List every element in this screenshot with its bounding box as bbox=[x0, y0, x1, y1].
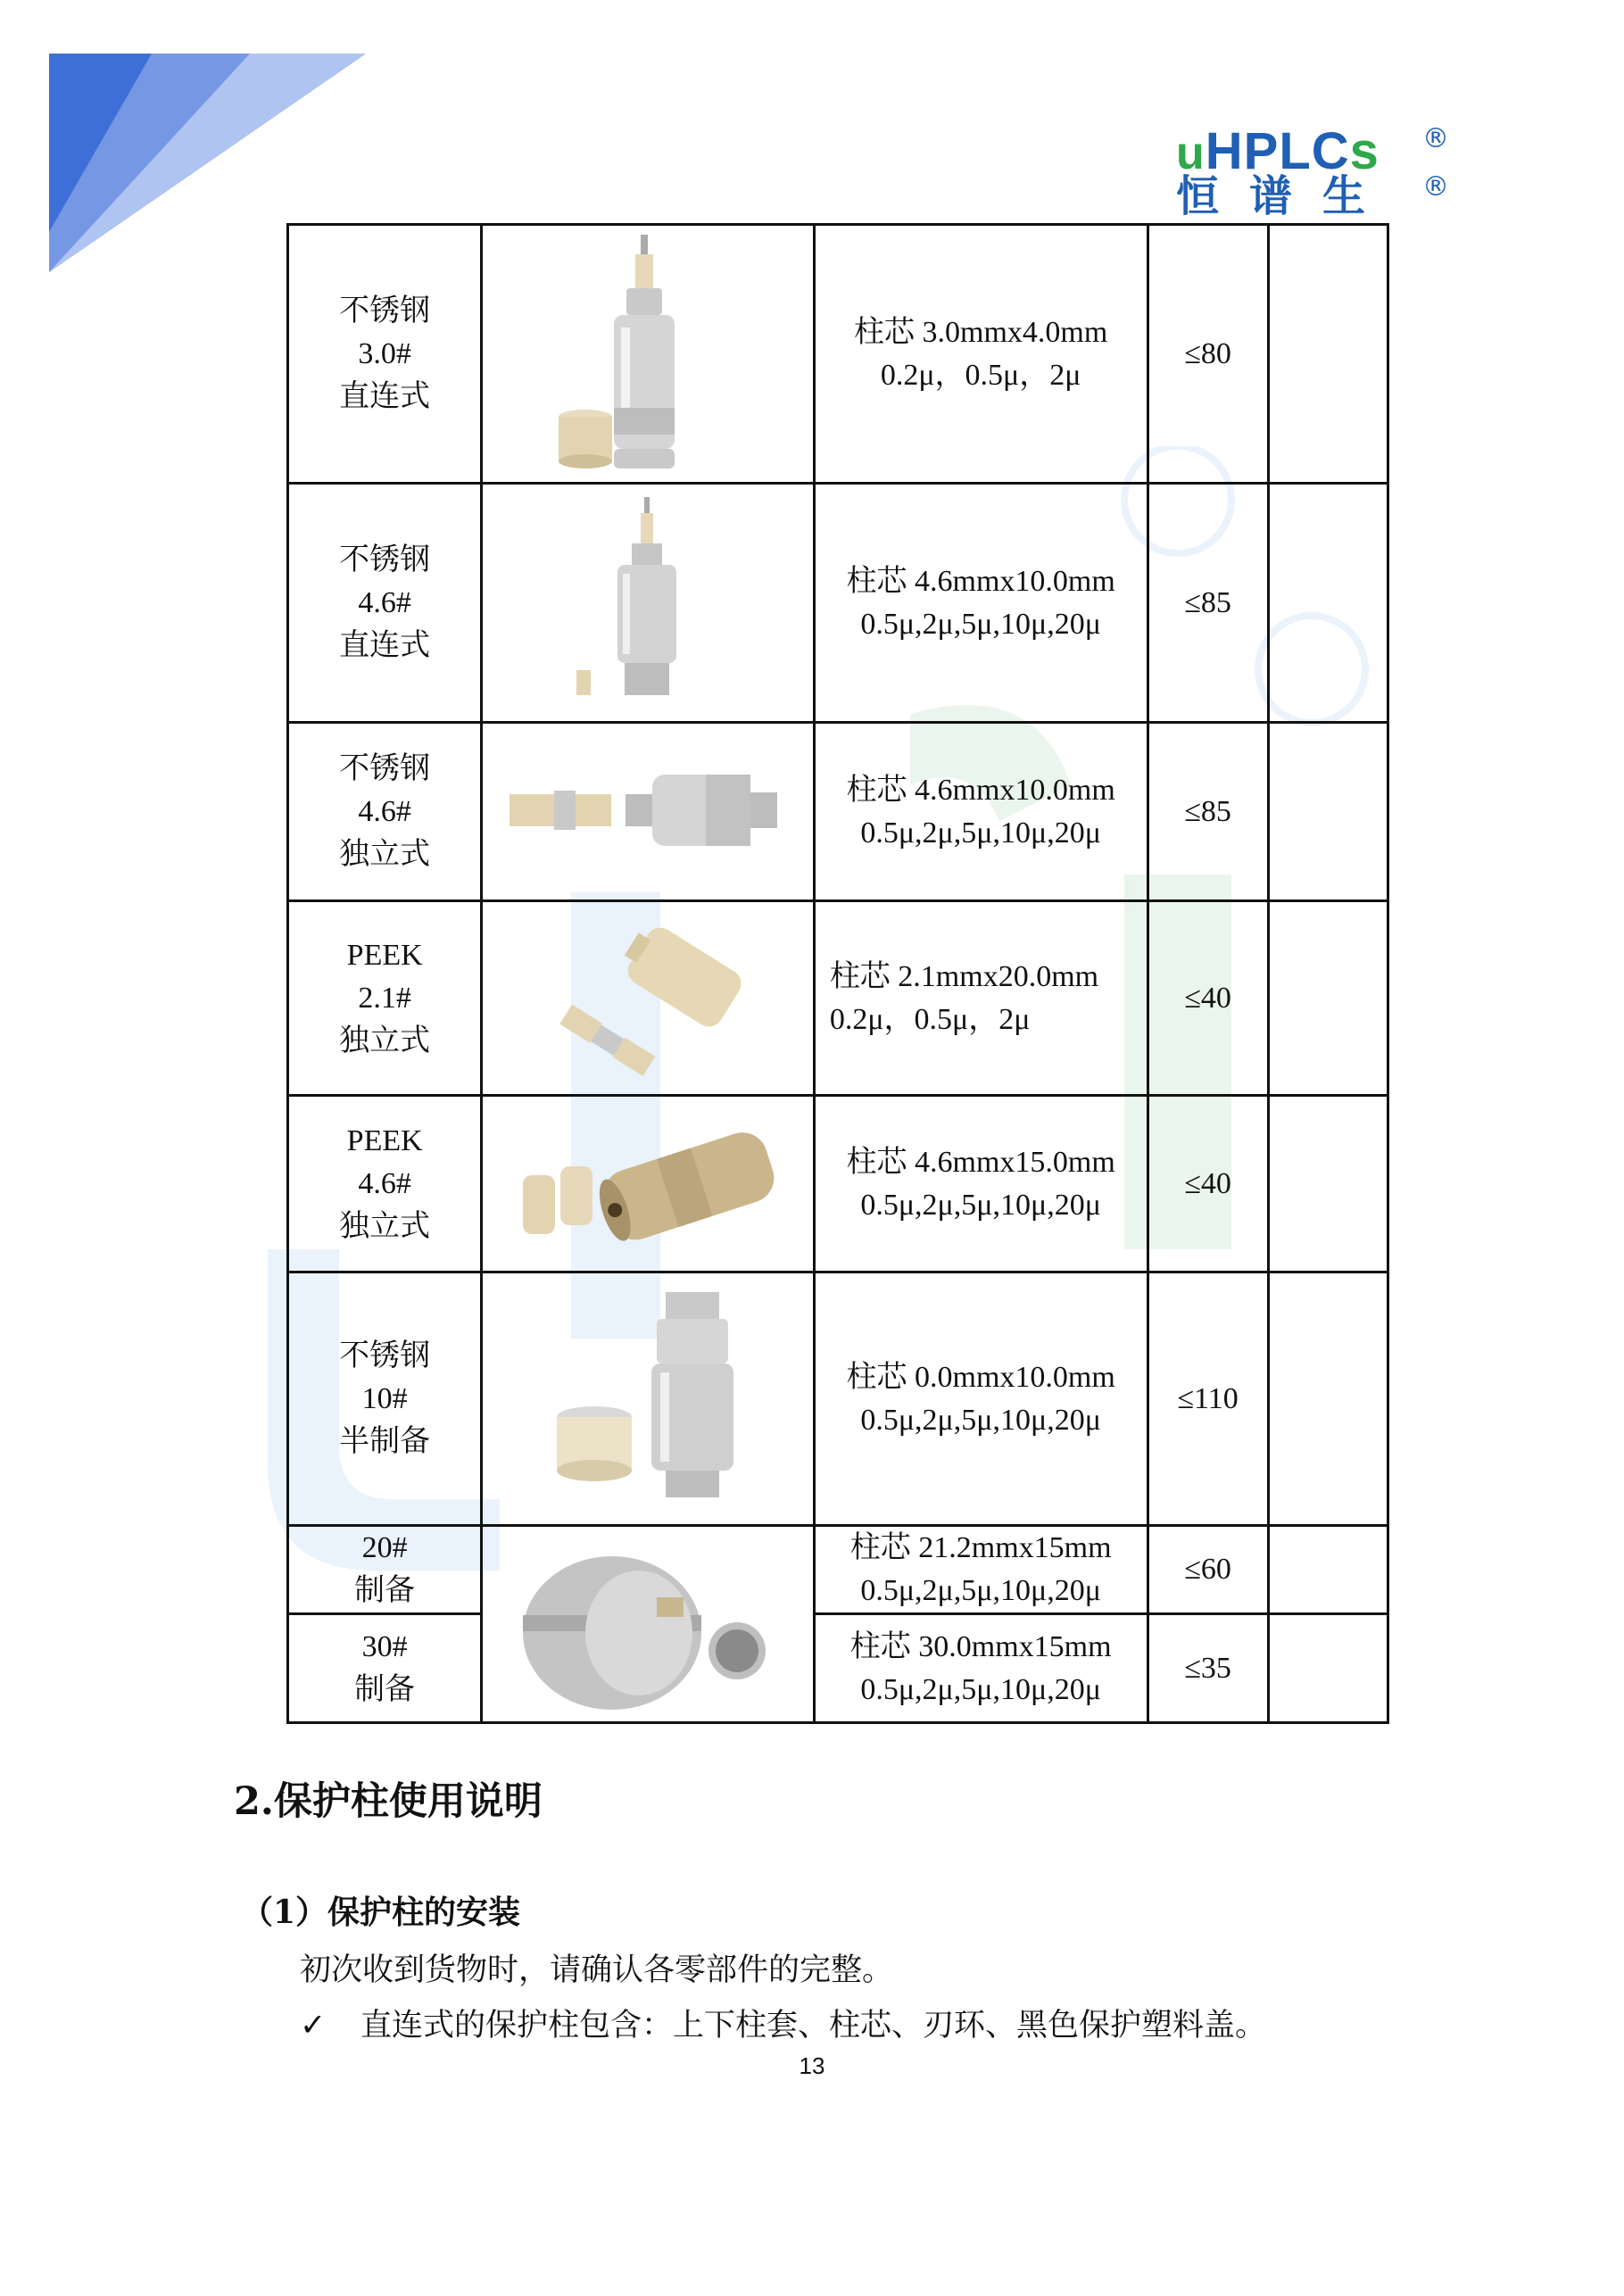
empty-cell bbox=[1268, 1526, 1388, 1614]
spec-cell: 柱芯 4.6mmx10.0mm 0.5μ,2μ,5μ,10μ,20μ bbox=[814, 723, 1148, 901]
empty-cell bbox=[1268, 1096, 1388, 1272]
table-row bbox=[288, 1526, 1388, 1614]
empty-cell bbox=[1268, 1614, 1388, 1723]
table-row bbox=[288, 225, 1388, 484]
spec-cell: 柱芯 4.6mmx15.0mm 0.5μ,2μ,5μ,10μ,20μ bbox=[814, 1096, 1148, 1272]
model-cell: 20# 制备 bbox=[288, 1526, 482, 1614]
guard-column-spec-table bbox=[286, 223, 1389, 1724]
registered-mark: ® bbox=[1422, 123, 1449, 154]
empty-cell bbox=[1268, 225, 1388, 484]
spec-cell: 柱芯 2.1mmx20.0mm 0.2μ，0.5μ，2μ bbox=[814, 901, 1148, 1096]
brand-logo bbox=[1176, 123, 1471, 223]
table-row bbox=[288, 1096, 1388, 1272]
product-image bbox=[482, 225, 814, 484]
model-cell: PEEK 2.1# 独立式 bbox=[288, 901, 482, 1096]
brand-logo-cn: 恒谱生 bbox=[1176, 171, 1396, 221]
spec-cell: 柱芯 4.6mmx10.0mm 0.5μ,2μ,5μ,10μ,20μ bbox=[814, 484, 1148, 723]
model-cell: PEEK 4.6# 独立式 bbox=[288, 1096, 482, 1272]
product-image bbox=[482, 723, 814, 901]
empty-cell bbox=[1268, 484, 1388, 723]
model-cell: 不锈钢 4.6# 直连式 bbox=[288, 484, 482, 723]
registered-mark: ® bbox=[1422, 171, 1449, 203]
pressure-cell: ≤110 bbox=[1148, 1272, 1268, 1526]
brand-logo-text: uHPLCs bbox=[1176, 122, 1380, 180]
product-image bbox=[482, 484, 814, 723]
table-row bbox=[288, 1614, 1388, 1723]
table-row bbox=[288, 1272, 1388, 1526]
empty-cell bbox=[1268, 901, 1388, 1096]
list-item-text: 直连式的保护柱包含：上下柱套、柱芯、刃环、黑色保护塑料盖。 bbox=[360, 2008, 1267, 2043]
model-cell: 30# 制备 bbox=[288, 1614, 482, 1723]
body-paragraph: 初次收到货物时，请确认各零部件的完整。 bbox=[300, 1952, 894, 1988]
product-image bbox=[482, 1526, 814, 1723]
model-cell: 不锈钢 10# 半制备 bbox=[288, 1272, 482, 1526]
pressure-cell: ≤80 bbox=[1148, 225, 1268, 484]
spec-cell: 柱芯 0.0mmx10.0mm 0.5μ,2μ,5μ,10μ,20μ bbox=[814, 1272, 1148, 1526]
check-icon: ✓ bbox=[300, 2008, 327, 2043]
pressure-cell: ≤40 bbox=[1148, 1096, 1268, 1272]
product-image bbox=[482, 901, 814, 1096]
spec-cell: 柱芯 30.0mmx15mm 0.5μ,2μ,5μ,10μ,20μ bbox=[814, 1614, 1148, 1723]
pressure-cell: ≤40 bbox=[1148, 901, 1268, 1096]
product-image bbox=[482, 1096, 814, 1272]
pressure-cell: ≤35 bbox=[1148, 1614, 1268, 1723]
table-row bbox=[288, 723, 1388, 901]
list-item bbox=[300, 2001, 1266, 2045]
page-number: 13 bbox=[799, 2052, 825, 2079]
subsection-heading: （1）保护柱的安装 bbox=[241, 1894, 521, 1931]
product-image bbox=[482, 1272, 814, 1526]
empty-cell bbox=[1268, 1272, 1388, 1526]
spec-cell: 柱芯 21.2mmx15mm 0.5μ,2μ,5μ,10μ,20μ bbox=[814, 1526, 1148, 1614]
table-row bbox=[288, 901, 1388, 1096]
pressure-cell: ≤85 bbox=[1148, 484, 1268, 723]
section-heading: 2.保护柱使用说明 bbox=[234, 1779, 543, 1824]
model-cell: 不锈钢 3.0# 直连式 bbox=[288, 225, 482, 484]
pressure-cell: ≤85 bbox=[1148, 723, 1268, 901]
pressure-cell: ≤60 bbox=[1148, 1526, 1268, 1614]
spec-cell: 柱芯 3.0mmx4.0mm 0.2μ，0.5μ，2μ bbox=[814, 225, 1148, 484]
model-cell: 不锈钢 4.6# 独立式 bbox=[288, 723, 482, 901]
table-row bbox=[288, 484, 1388, 723]
empty-cell bbox=[1268, 723, 1388, 901]
